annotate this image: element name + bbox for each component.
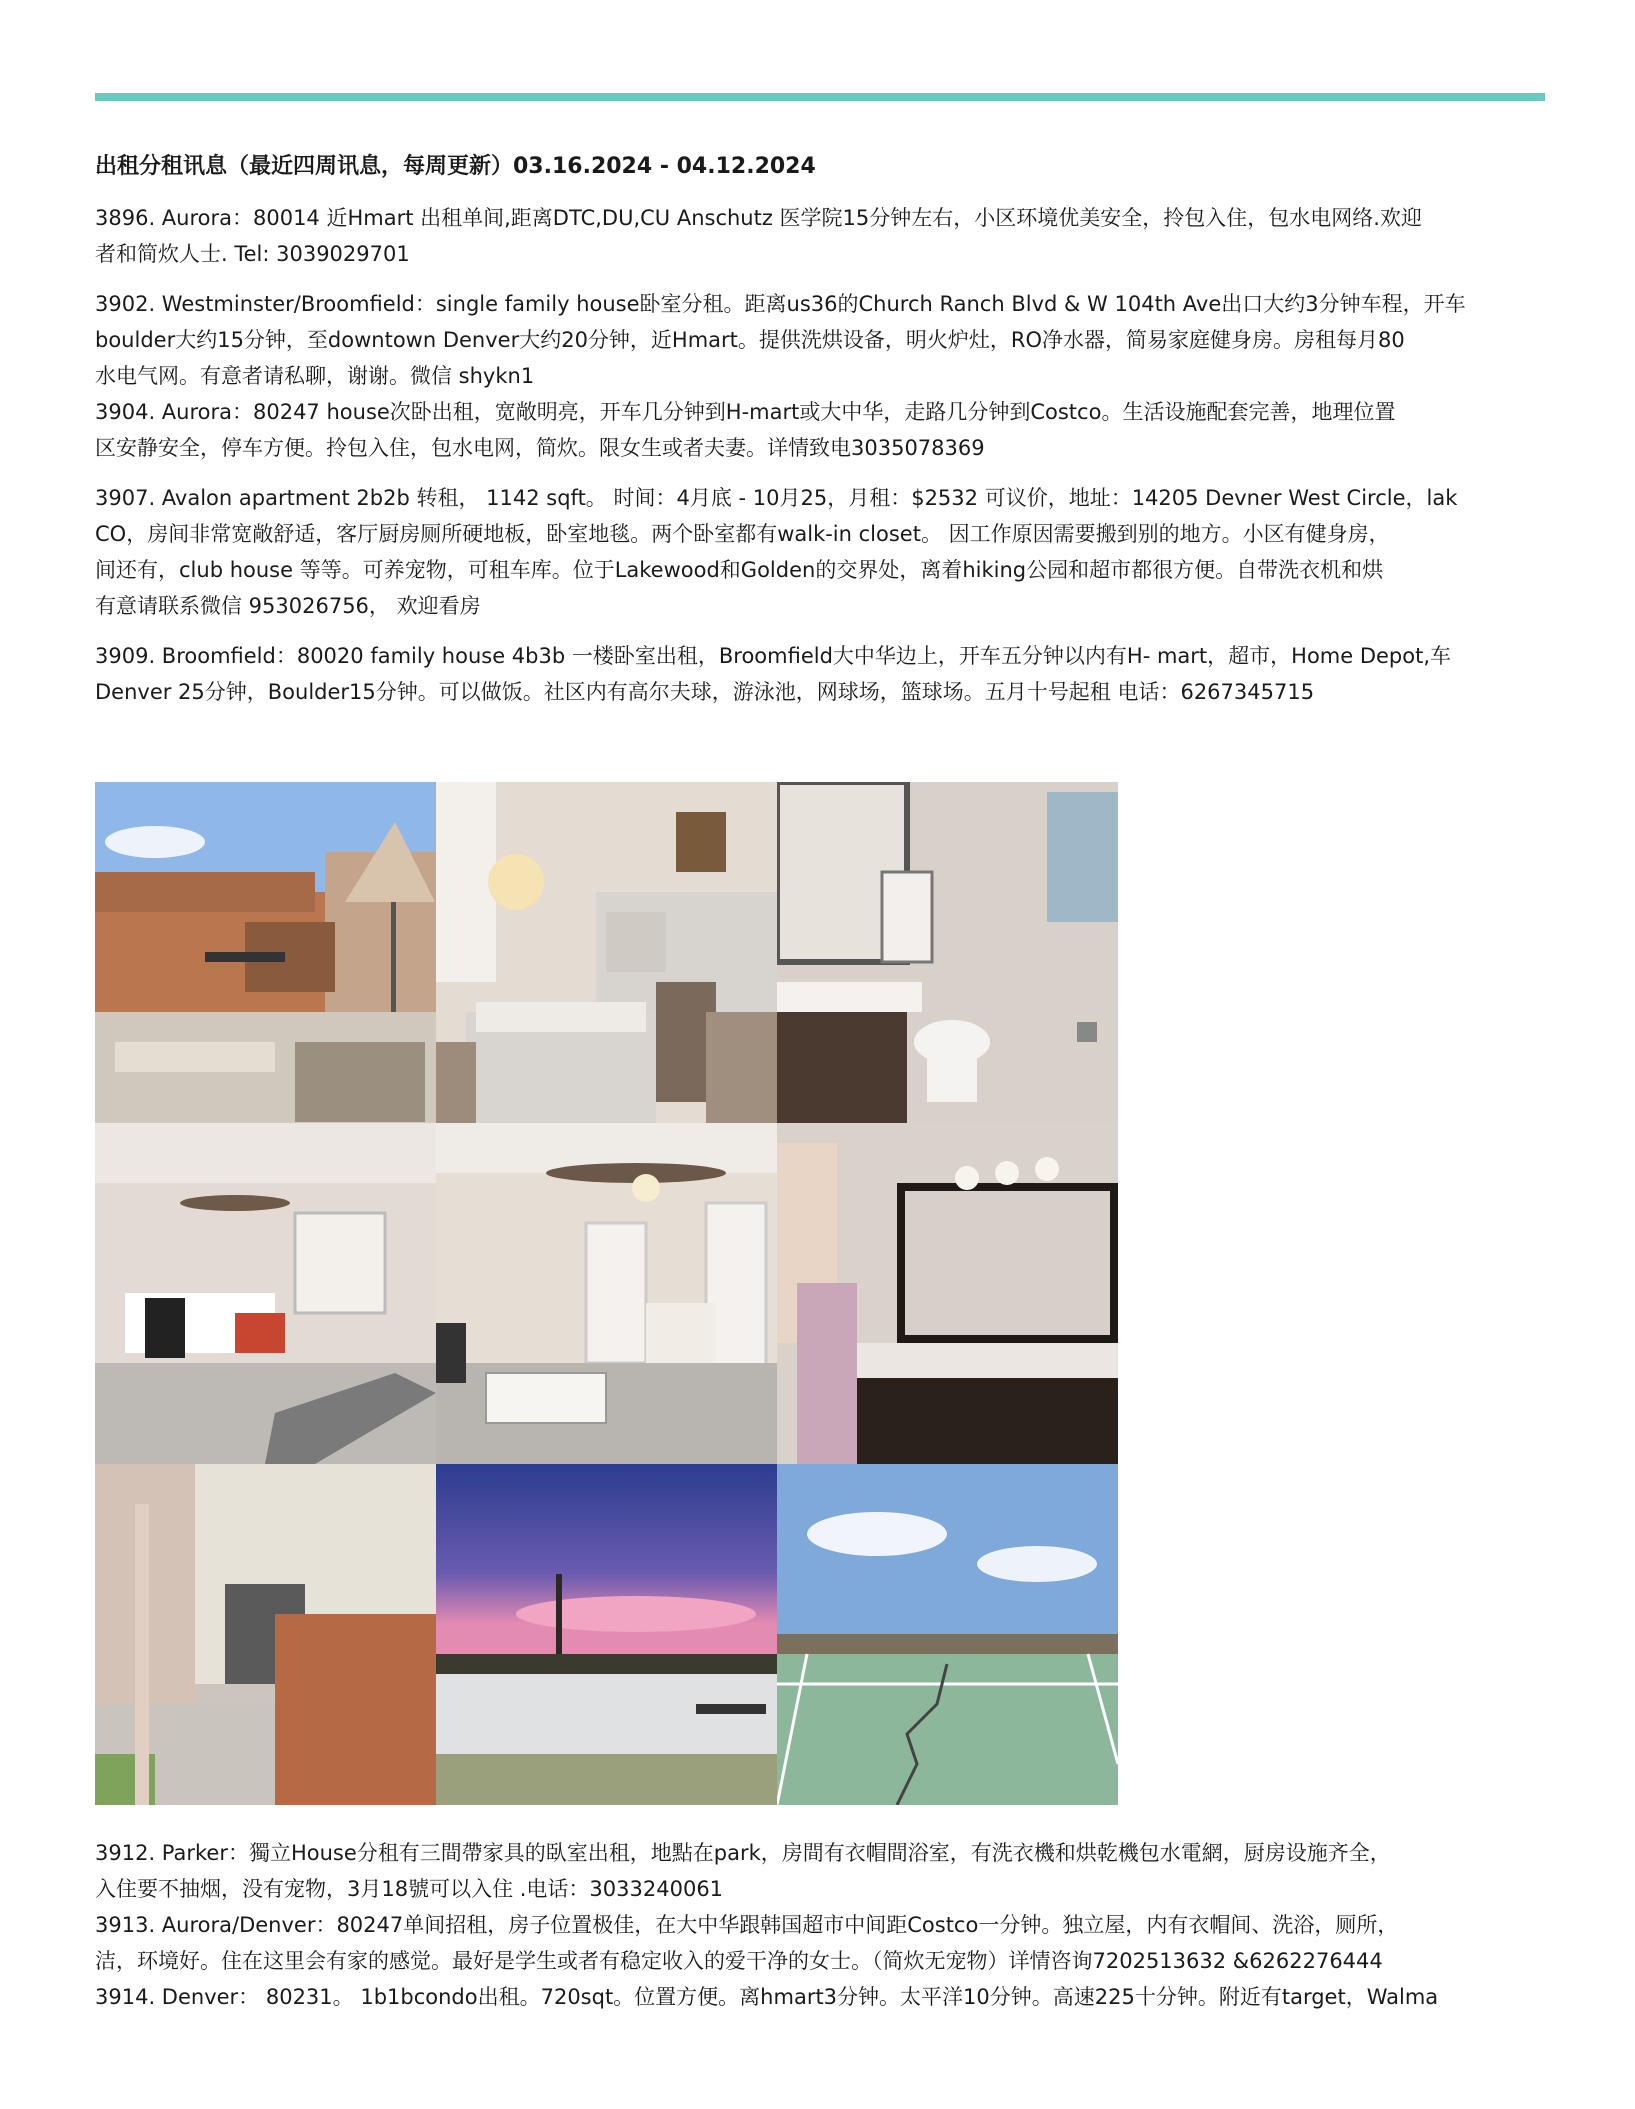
listing-line: 入住要不抽烟，没有宠物，3月18號可以入住 .电话：3033240061 [95,1877,724,1901]
listing-line: 洁，环境好。住在这里会有家的感觉。最好是学生或者有稳定收入的爱干净的女士。（简炊无宠物）详情咨询7202513632 &6262276444 [95,1949,1383,1973]
double-vanity-bathroom-photo [777,1123,1118,1464]
listing-line: CO，房间非常宽敞舒适，客厅厨房厕所硬地板，卧室地毯。两个卧室都有walk-in closet。 因工作原因需要搬到别的地方。小区有健身房， [95,522,1390,546]
backyard-photo [95,1464,436,1805]
bedroom-fan-photo [436,1123,777,1464]
listing-3909 [95,638,1545,710]
listings-top [95,150,1545,710]
tennis-court-photo [777,1464,1118,1805]
listing-line: 区安静安全，停车方便。拎包入住，包水电网，简炊。限女生或者夫妻。详情致电3035078369 [95,436,985,460]
listing-line: 3902. Westminster/Broomfield：single family house卧室分租。距离us36的Church Ranch Blvd & W 104th Ave出口大约3分钟车程，开车 [95,292,1466,316]
dining-kitchen-photo [436,782,777,1123]
bedroom-desk-photo [95,1123,436,1464]
sunset-field-photo [436,1464,777,1805]
listing-line: 3904. Aurora：80247 house次卧出租，宽敞明亮，开车几分钟到H-mart或大中华，走路几分钟到Costco。生活设施配套完善，地理位置 [95,400,1396,424]
bathroom-vanity-photo [777,782,1118,1123]
patio-photo [95,782,436,1123]
listing-3896 [95,200,1545,272]
listing-3913 [95,1907,1545,1979]
listing-line: 3909. Broomfield：80020 family house 4b3b 一楼卧室出租，Broomfield大中华边上，开车五分钟以内有H- mart，超市，Home Depot,车 [95,644,1452,668]
listing-3907 [95,480,1545,624]
listing-3914 [95,1979,1545,2015]
listing-line: 者和简炊人士. Tel: 3039029701 [95,242,410,266]
listings-bottom [95,1835,1545,2015]
listing-line: boulder大约15分钟，至downtown Denver大约20分钟，近Hmart。提供洗烘设备，明火炉灶，RO净水器，简易家庭健身房。房租每月80 [95,328,1405,352]
listing-line: 3912. Parker：獨立House分租有三間帶家具的臥室出租，地點在park，房間有衣帽間浴室，有洗衣機和烘乾機包水電網，厨房设施齐全， [95,1841,1391,1865]
listing-line: 3896. Aurora：80014 近Hmart 出租单间,距离DTC,DU,CU Anschutz 医学院15分钟左右，小区环境优美安全，拎包入住，包水电网络.欢迎 [95,206,1422,230]
listing-3902 [95,286,1545,394]
listing-line: Denver 25分钟，Boulder15分钟。可以做饭。社区内有高尔夫球，游泳池，网球场，篮球场。五月十号起租 电话：6267345715 [95,680,1315,704]
listing-line: 3907. Avalon apartment 2b2b 转租， 1142 sqft。 时间：4月底 - 10月25，月租：$2532 可议价，地址：14205 Devner West Circle，lak [95,486,1458,510]
listing-line: 3913. Aurora/Denver：80247单间招租，房子位置极佳，在大中华跟韩国超市中间距Costco一分钟。独立屋，内有衣帽间、洗浴，厕所， [95,1913,1399,1937]
top-accent-rule [95,93,1545,101]
listing-3912 [95,1835,1545,1907]
photo-gallery [95,782,1118,1805]
listing-line: 3914. Denver： 80231。 1b1bcondo出租。720sqt。位置方便。离hmart3分钟。太平洋10分钟。高速225十分钟。附近有target，Walma [95,1985,1439,2009]
page-title: 出租分租讯息（最近四周讯息，每周更新）03.16.2024 - 04.12.2024 [95,154,816,179]
listing-line: 有意请联系微信 953026756， 欢迎看房 [95,594,481,618]
listing-line: 水电气网。有意者请私聊，谢谢。微信 shykn1 [95,364,535,388]
listing-line: 间还有，club house 等等。可养宠物，可租车库。位于Lakewood和Golden的交界处，离着hiking公园和超市都很方便。自带洗衣机和烘 [95,558,1384,582]
listing-3904 [95,394,1545,466]
